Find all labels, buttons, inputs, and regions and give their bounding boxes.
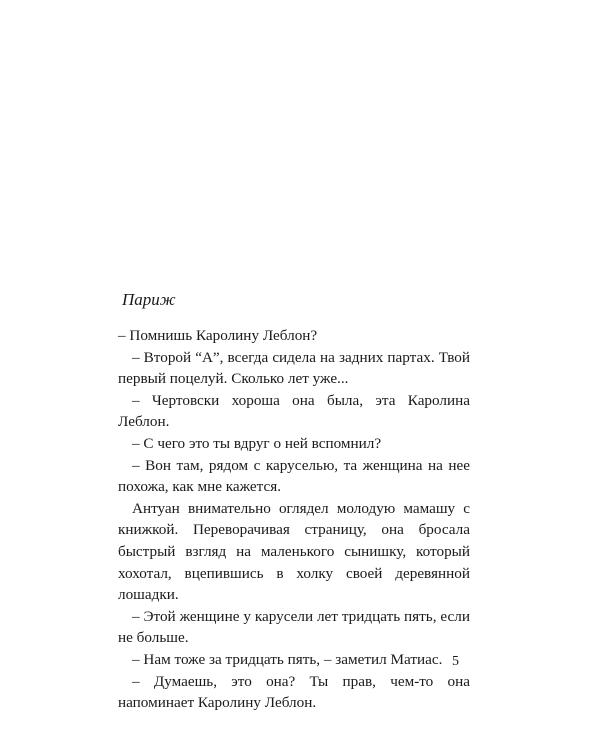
paragraph-8: – Нам тоже за тридцать пять, – заметил Матиас. (132, 650, 443, 668)
body-text (118, 325, 470, 714)
paragraph-5: – Вон там, рядом с каруселью, та женщина на нее похожа, как мне кажется. (118, 456, 470, 496)
paragraph-2: – Второй “А”, всегда сидела на задних партах. Твой первый поцелуй. Сколько лет уже... (118, 348, 470, 388)
paragraph-1: – Помнишь Каролину Леблон? (118, 327, 318, 344)
paragraph-7: – Этой женщине у карусели лет тридцать пять, если не больше. (118, 607, 470, 647)
page-number: 5 (452, 654, 459, 669)
paragraph-6: Антуан внимательно оглядел молодую мамашу с книжкой. Переворачивая страницу, она бросала быстрый взгляд на маленького сынишку, который хохотал, вцепившись в холку своей деревянной лошадки. (118, 499, 470, 604)
paragraph-3: – Чертовски хороша она была, эта Каролина Леблон. (118, 391, 470, 431)
paragraph-4: – С чего это ты вдруг о ней вспомнил? (132, 434, 382, 452)
chapter-title: Париж (122, 290, 176, 309)
paragraph-9: – Думаешь, это она? Ты прав, чем-то она напоминает Каролину Леблон. (118, 672, 470, 712)
